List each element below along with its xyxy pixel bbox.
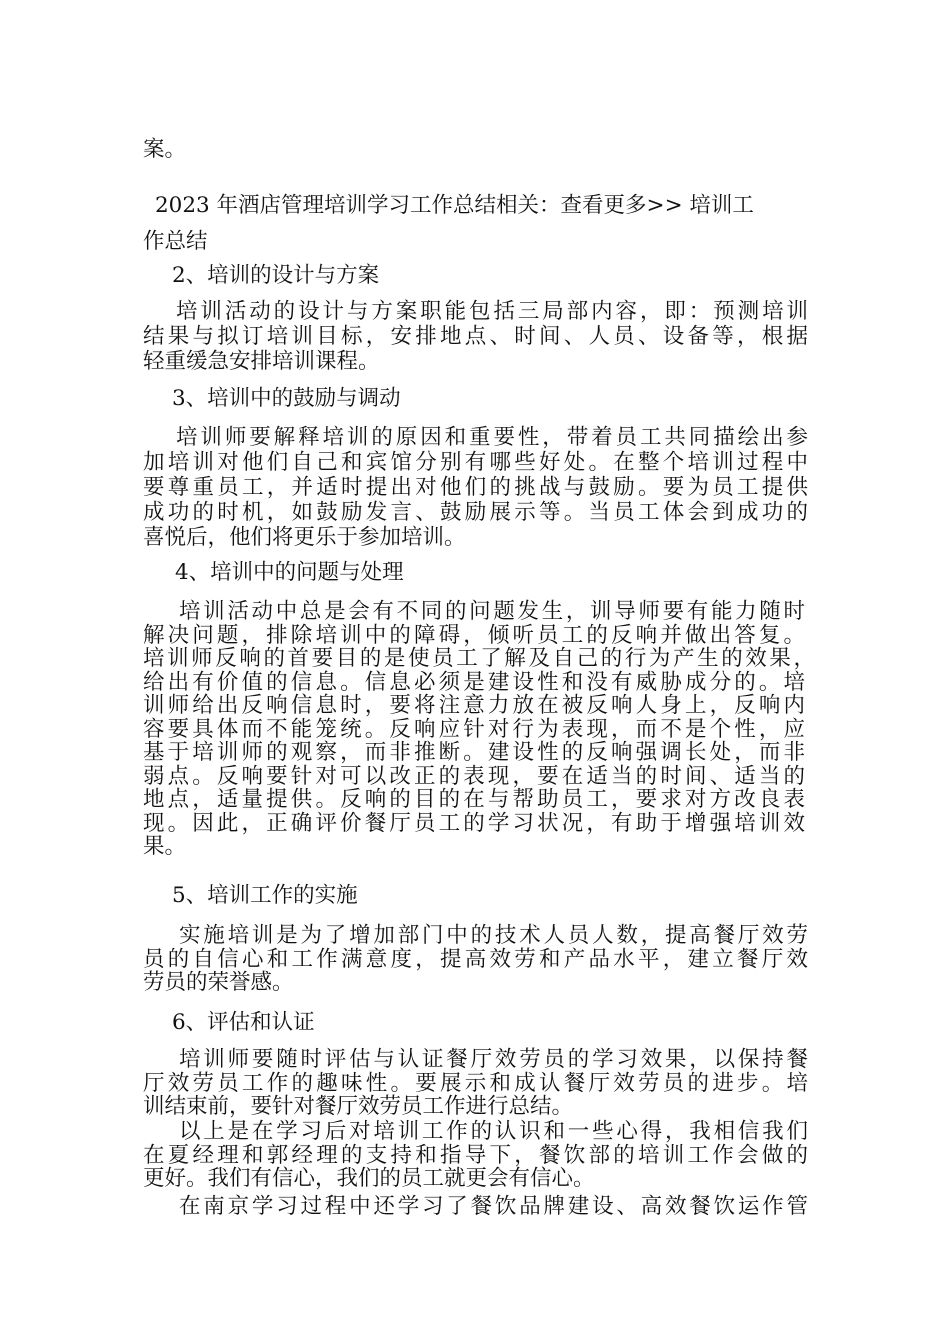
paragraph-line: 员的自信心和工作满意度，提高效劳和产品水平，建立餐厅效 bbox=[143, 946, 808, 972]
section-heading-6 bbox=[172, 1010, 837, 1035]
paragraph-evaluation bbox=[143, 1048, 808, 1119]
paragraph-design bbox=[143, 299, 808, 374]
related-link-line[interactable]: 作总结 bbox=[143, 229, 208, 254]
section-heading-2 bbox=[172, 263, 837, 288]
paragraph-line: 劳员的荣誉感。 bbox=[143, 970, 294, 995]
paragraph-line: 要尊重员工，并适时提出对他们的挑战与鼓励。要为员工提供 bbox=[143, 475, 808, 500]
paragraph-line: 容要具体而不能笼统。反响应针对行为表现，而不是个性，应 bbox=[143, 716, 805, 742]
section-heading-5 bbox=[172, 883, 837, 908]
paragraph-line: 轻重缓急安排培训课程。 bbox=[143, 349, 380, 374]
text-line: 案。 bbox=[143, 137, 187, 162]
paragraph-line: 以上是在学习后对培训工作的认识和一些心得，我相信我们 bbox=[179, 1119, 808, 1144]
paragraph-line: 在夏经理和郭经理的支持和指导下，餐饮部的培训工作会做的 bbox=[143, 1142, 808, 1168]
paragraph-line: 现。因此，正确评价餐厅员工的学习状况，有助于增强培训效 bbox=[143, 810, 805, 836]
text-fragment bbox=[143, 137, 808, 162]
heading-text: 2、培训的设计与方案 bbox=[172, 263, 380, 288]
paragraph-line: 解决问题，排除培训中的障碍，倾听员工的反响并做出答复。 bbox=[143, 622, 805, 648]
paragraph-conclusion bbox=[143, 1120, 808, 1191]
paragraph-line: 成功的时机，如鼓励发言、鼓励展示等。当员工体会到成功的 bbox=[143, 500, 808, 525]
paragraph-line: 果。 bbox=[143, 834, 187, 859]
paragraph-line: 培训活动的设计与方案职能包括三局部内容，即：预测培训 bbox=[176, 299, 808, 324]
related-link-line[interactable]: 2023 年酒店管理培训学习工作总结相关：查看更多>> 培训工 bbox=[155, 193, 754, 218]
paragraph-line: 结果与拟订培训目标，安排地点、时间、人员、设备等，根据 bbox=[143, 324, 808, 349]
paragraph-nanjing bbox=[143, 1195, 808, 1219]
paragraph-line: 实施培训是为了增加部门中的技术人员人数，提高餐厅效劳 bbox=[179, 923, 808, 948]
paragraph-line: 培训活动中总是会有不同的问题发生，训导师要有能力随时 bbox=[179, 599, 805, 624]
paragraph-motivation bbox=[143, 425, 808, 550]
paragraph-implementation bbox=[143, 924, 808, 995]
paragraph-line: 加培训对他们自己和宾馆分别有哪些好处。在整个培训过程中 bbox=[143, 450, 808, 475]
related-link-heading[interactable] bbox=[143, 186, 813, 258]
paragraph-problems bbox=[143, 600, 815, 859]
paragraph-line: 基于培训师的观察，而非推断。建设性的反响强调长处，而非 bbox=[143, 740, 805, 765]
paragraph-line: 弱点。反响要针对可以改正的表现，要在适当的时间、适当的 bbox=[143, 763, 805, 789]
paragraph-line: 给出有价值的信息。信息必须是建设性和没有威胁成分的。培 bbox=[143, 669, 805, 695]
paragraph-line: 培训师反响的首要目的是使员工了解及自己的行为产生的效果， bbox=[143, 646, 815, 671]
paragraph-line: 训师给出反响信息时，要将注意力放在被反响人身上，反响内 bbox=[143, 693, 805, 718]
paragraph-line: 训结束前，要针对餐厅效劳员工作进行总结。 bbox=[143, 1094, 574, 1119]
heading-text: 4、培训中的问题与处理 bbox=[175, 560, 404, 585]
heading-text: 3、培训中的鼓励与调动 bbox=[172, 386, 401, 411]
paragraph-line: 在南京学习过程中还学习了餐饮品牌建设、高效餐饮运作管 bbox=[179, 1194, 808, 1219]
paragraph-line: 培训师要随时评估与认证餐厅效劳员的学习效果，以保持餐 bbox=[179, 1047, 808, 1072]
paragraph-line: 喜悦后，他们将更乐于参加培训。 bbox=[143, 525, 466, 550]
paragraph-line: 地点，适量提供。反响的目的在与帮助员工，要求对方改良表 bbox=[143, 787, 805, 812]
section-heading-3 bbox=[172, 386, 837, 411]
heading-text: 6、评估和认证 bbox=[172, 1010, 315, 1035]
paragraph-line: 厅效劳员工作的趣味性。要展示和成认餐厅效劳员的进步。培 bbox=[143, 1070, 808, 1096]
section-heading-4 bbox=[175, 560, 840, 585]
paragraph-line: 更好。我们有信心，我们的员工就更会有信心。 bbox=[143, 1166, 595, 1191]
paragraph-line: 培训师要解释培训的原因和重要性，带着员工共同描绘出参 bbox=[176, 425, 808, 450]
heading-text: 5、培训工作的实施 bbox=[172, 883, 358, 908]
